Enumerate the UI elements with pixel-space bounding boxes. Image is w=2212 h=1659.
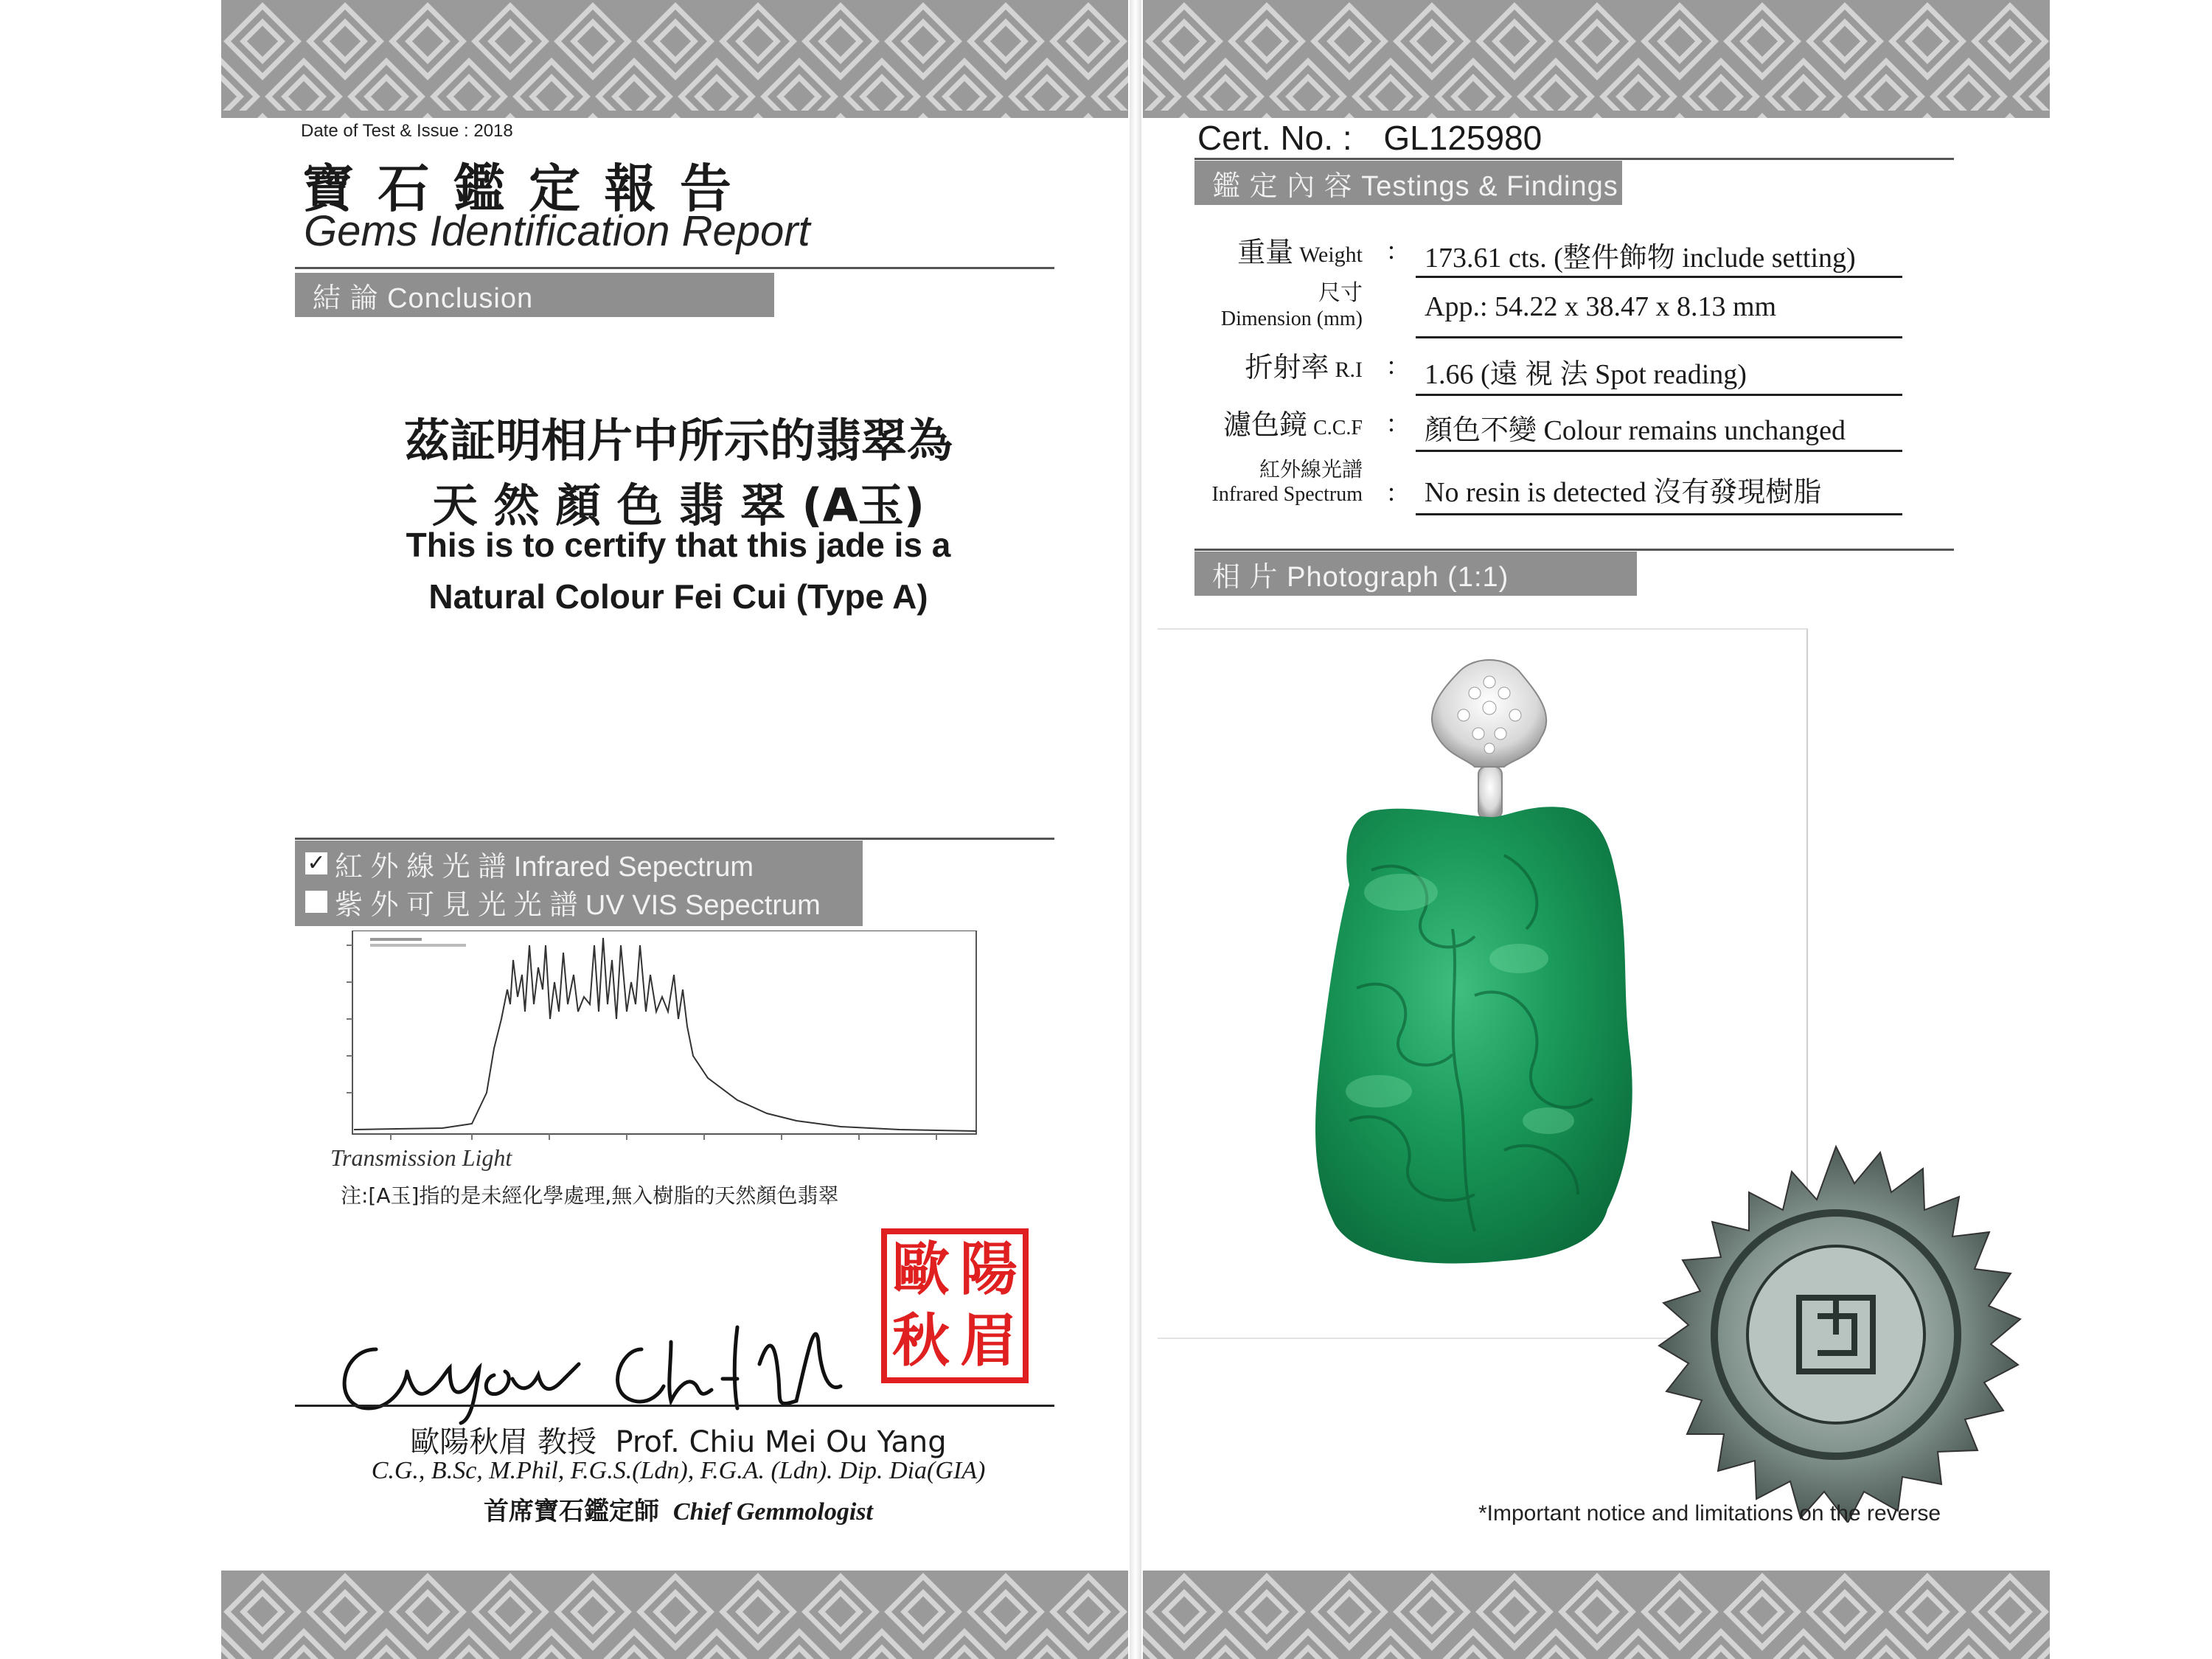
row-weight-colon: : <box>1388 235 1396 265</box>
handwritten-signature <box>324 1298 885 1430</box>
row-weight-label: 重量 Weight <box>1237 236 1363 268</box>
title-underline <box>295 267 1054 269</box>
row-infrared-colon: : <box>1388 477 1396 507</box>
row-ri-label: 折射率 R.I <box>1245 351 1363 383</box>
photograph-bar <box>1194 552 1637 596</box>
row-weight-rule <box>1416 276 1902 278</box>
checkbox-checked-icon: ✓ <box>305 852 327 874</box>
cert-number <box>1197 118 1542 158</box>
spectrum-selector <box>295 841 863 926</box>
cert-number-label: Cert. No. : <box>1197 119 1352 157</box>
signer-role-cn: 首席寶石鑑定師 <box>484 1497 660 1526</box>
certification-cn-line1: 茲証明相片中所示的翡翠為 <box>403 414 953 467</box>
conclusion-bar <box>295 273 774 317</box>
report-title-en: Gems Identification Report <box>304 207 810 255</box>
signer-seal: 歐 陽 秋 眉 <box>881 1228 1029 1383</box>
findings-bar <box>1194 161 1622 205</box>
row-ri-colon: : <box>1388 350 1396 380</box>
important-notice: *Important notice and limitations on the reverse <box>1478 1501 1941 1526</box>
conclusion-label: 結 論 Conclusion <box>313 282 534 314</box>
signer-credentials: C.G., B.Sc, M.Phil, F.G.S.(Ldn), F.G.A. (Ldn). Dip. Dia(GIA) <box>371 1457 986 1484</box>
row-infrared-value: No resin is detected 沒有發現樹脂 <box>1425 477 1822 508</box>
signer-name-cn: 歐陽秋眉 教授 <box>410 1425 597 1459</box>
row-ccf-label: 濾色鏡 C.C.F <box>1223 408 1363 441</box>
row-infrared-rule <box>1416 513 1902 515</box>
spectrum-top-rule <box>295 838 1054 840</box>
row-dimension-rule <box>1416 336 1902 338</box>
signer-role-en: Chief Gemmologist <box>672 1498 873 1526</box>
spectrum-option-uvvis <box>305 883 821 920</box>
signer-role <box>295 1491 1062 1527</box>
checkbox-unchecked-icon <box>305 891 327 913</box>
type-a-note: 注:[A玉]指的是未經化學處理,無入樹脂的天然顏色翡翠 <box>341 1183 839 1208</box>
row-ri-rule <box>1416 394 1902 396</box>
row-dimension-label: 尺寸 Dimension (mm) <box>1220 280 1363 330</box>
laboratory-hologram-seal <box>1630 1139 2042 1523</box>
spectrum-option-infrared <box>305 845 754 882</box>
top-pattern-band-right <box>1143 0 2050 118</box>
transmission-light-label: Transmission Light <box>330 1144 512 1171</box>
signature-line <box>295 1405 1054 1407</box>
row-ccf-rule <box>1416 450 1902 452</box>
signer-name-en: Prof. Chiu Mei Ou Yang <box>615 1425 947 1459</box>
infrared-spectrum-graph <box>324 931 988 1152</box>
certification-en-line2: Natural Colour Fei Cui (Type A) <box>428 577 928 616</box>
photograph-label: 相 片 Photograph (1:1) <box>1212 561 1509 593</box>
cert-number-value: GL125980 <box>1383 119 1543 157</box>
date-of-test: Date of Test & Issue : 2018 <box>301 121 513 141</box>
row-dimension-value: App.: 54.22 x 38.47 x 8.13 mm <box>1425 291 1777 322</box>
row-ccf-value: 顏色不變 Colour remains unchanged <box>1425 415 1846 446</box>
bottom-pattern-band-left <box>221 1571 1128 1659</box>
row-weight-value: 173.61 cts. (整件飾物 include setting) <box>1425 243 1856 274</box>
bottom-pattern-band-right <box>1143 1571 2050 1659</box>
certification-en-line1: This is to certify that this jade is a <box>406 526 951 564</box>
row-infrared-label: 紅外線光譜 Infrared Spectrum <box>1211 457 1363 506</box>
certification-cn-line2: 天 然 顏 色 翡 翠 (A玉) <box>431 479 925 532</box>
spectrum-option-uvvis-label: 紫 外 可 見 光 光 譜 UV VIS Sepectrum <box>335 889 821 921</box>
top-pattern-band-left <box>221 0 1128 118</box>
row-ri-value: 1.66 (遠 視 法 Spot reading) <box>1425 359 1747 390</box>
spectrum-option-infrared-label: 紅 外 線 光 譜 Infrared Sepectrum <box>335 851 754 883</box>
cert-number-underline <box>1194 158 1954 160</box>
findings-label: 鑑 定 內 容 Testings & Findings <box>1212 170 1618 202</box>
fold-line <box>1130 0 1141 1659</box>
row-ccf-colon: : <box>1388 408 1396 437</box>
signer-name <box>295 1419 1062 1461</box>
findings-bottom-rule <box>1194 549 1954 551</box>
report-title-cn: 寶 石 鑑 定 報 告 <box>302 159 734 219</box>
